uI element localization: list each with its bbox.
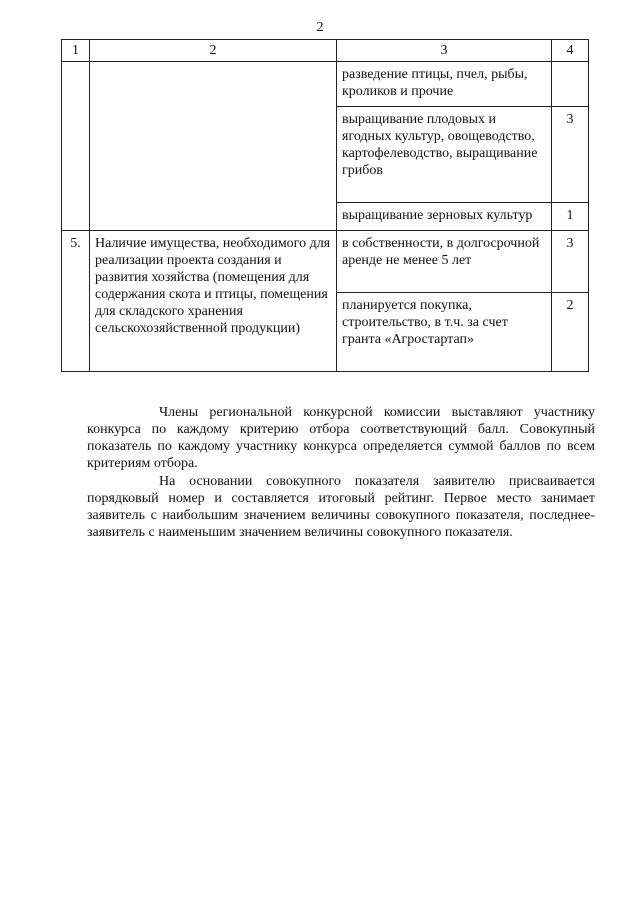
paragraph-commission-scoring bbox=[87, 404, 595, 472]
header-col-1: 1 bbox=[62, 40, 90, 62]
criterion-text-cell bbox=[90, 62, 337, 231]
score-cell: 1 bbox=[552, 203, 589, 231]
option-cell: выращивание плодовых и ягодных культур, овощеводство, картофелеводство, выращивание грибов bbox=[337, 107, 552, 203]
score-cell: 2 bbox=[552, 293, 589, 372]
criterion-number-cell bbox=[62, 62, 90, 231]
option-cell: планируется покупка, строительство, в т.ч. за счет гранта «Агростартап» bbox=[337, 293, 552, 372]
page-number: 2 bbox=[316, 20, 324, 35]
option-cell: в собственности, в долгосрочной аренде не менее 5 лет bbox=[337, 231, 552, 293]
criterion-text-cell: Наличие имущества, необходимого для реализации проекта создания и развития хозяйства (помещения для содержания скота и птицы, помещения для складского хранения сельскохозяйственной продукции) bbox=[90, 231, 337, 372]
score-cell bbox=[552, 62, 589, 107]
score-cell: 3 bbox=[552, 231, 589, 293]
paragraph-rating bbox=[87, 473, 595, 541]
paragraph-text: Члены региональной конкурсной комиссии выставляют участнику конкурса по каждому критерию отбора соответствующий балл. Совокупный показатель по каждому участнику конкурса определяется суммой баллов по всем критериям отбора. bbox=[87, 405, 595, 471]
table-header-row bbox=[62, 40, 589, 62]
header-col-4: 4 bbox=[552, 40, 589, 62]
header-col-3: 3 bbox=[337, 40, 552, 62]
criterion-number-cell: 5. bbox=[62, 231, 90, 372]
criteria-table bbox=[61, 39, 589, 372]
score-cell: 3 bbox=[552, 107, 589, 203]
paragraph-text: На основании совокупного показателя заявителю присваивается порядковый номер и составляется итоговый рейтинг. Первое место занимает заявитель с наибольшим значением величины совокупного показателя, последнее-заявитель с наименьшим значением величины совокупного показателя. bbox=[87, 474, 595, 540]
option-cell: выращивание зерновых культур bbox=[337, 203, 552, 231]
header-col-2: 2 bbox=[90, 40, 337, 62]
table-row bbox=[62, 231, 589, 293]
table-row bbox=[62, 62, 589, 107]
option-cell: разведение птицы, пчел, рыбы, кроликов и прочие bbox=[337, 62, 552, 107]
